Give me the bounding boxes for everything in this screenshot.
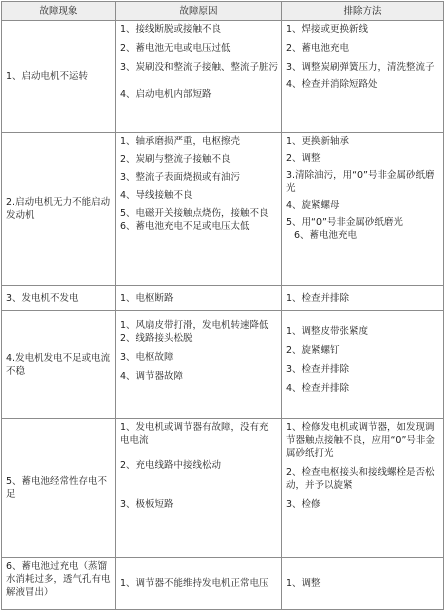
cause-cell: [116, 286, 282, 311]
remedy-item: 2、检查电枢接头和接线螺栓是否松动，并予以旋紧: [286, 467, 435, 492]
cause-item: 3、整流子表面烧损或有油污: [120, 171, 241, 183]
remedy-item: 4、检查并消除短路处: [286, 79, 378, 90]
remedy-item: 1、调整: [286, 578, 321, 590]
cause-item: 2、炭刷与整流子接触不良: [120, 153, 231, 165]
remedy-cell: [282, 311, 444, 419]
cause-item: 1、风扇皮带打滑，发电机转速降低2、线路接头松脱: [120, 320, 269, 345]
remedy-cell: [282, 419, 444, 558]
remedy-cell: [282, 21, 444, 133]
header-row: [2, 2, 444, 21]
cause-item: 5、电磁开关接触点烧伤，接触不良6、蓄电池充电不足或电压太低: [120, 207, 269, 232]
table-row: [2, 419, 444, 558]
cause-cell: [116, 419, 282, 558]
remedy-item: 6、蓄电池充电: [294, 229, 358, 241]
table-row: [2, 132, 444, 285]
cause-item: 1、调节器不能维持发电机正常电压: [120, 578, 269, 590]
symptom-cell: 2.启动电机无力不能启动发动机: [2, 132, 116, 285]
remedy-cell: [282, 132, 444, 285]
remedy-item: 4、检查并排除: [286, 383, 350, 395]
header-symptom: 故障现象: [2, 2, 116, 21]
cause-item: 3、炭刷没和整流子接触、整流子脏污: [120, 62, 279, 73]
symptom-cell: 3、发电机不发电: [2, 286, 116, 311]
cause-cell: [116, 132, 282, 285]
remedy-cell: [282, 286, 444, 311]
remedy-item: 3、调整炭刷弹簧压力，清洗整流子: [286, 62, 435, 73]
cause-item: 2、充电线路中接线松动: [120, 460, 222, 472]
remedy-item: 1、焊接或更换新线: [286, 24, 369, 35]
cause-cell: [116, 21, 282, 133]
remedy-item: 1、更换新轴承: [286, 135, 350, 147]
header-cause: 故障原因: [116, 2, 282, 21]
cause-item: 4、调节器故障: [120, 371, 184, 383]
cause-item: 4、导线接触不良: [120, 189, 193, 201]
table-row: [2, 311, 444, 419]
cause-item: 3、极板短路: [120, 499, 174, 511]
cause-item: 3、电枢故障: [120, 352, 174, 364]
symptom-cell: 6、蓄电池过充电（蒸馏水消耗过多，透气孔有电解液冒出）: [2, 558, 116, 610]
remedy-item: 1、调整皮带张紧度: [286, 326, 369, 338]
cause-item: 1、轴承磨损严重，电枢擦壳: [120, 135, 241, 147]
cause-item: 4、启动电机内部短路: [120, 89, 212, 100]
cause-item: 1、电枢断路: [120, 292, 174, 304]
cause-item: 2、蓄电池无电或电压过低: [120, 43, 231, 54]
remedy-item: 3、检查并排除: [286, 364, 350, 376]
header-remedy: 排除方法: [282, 2, 444, 21]
remedy-item: 2、调整: [286, 152, 321, 164]
cause-item: 1、发电机或调节器有故障，没有充电电流: [120, 422, 269, 447]
remedy-item: 5、用“0”号非金属砂纸磨光: [286, 216, 403, 228]
table-row: [2, 286, 444, 311]
remedy-cell: [282, 558, 444, 610]
table-row: [2, 558, 444, 610]
cause-item: 1、接线断脱或接触不良: [120, 24, 222, 35]
table-row: [2, 21, 444, 133]
cause-cell: [116, 311, 282, 419]
symptom-cell: 4.发电机发电不足或电流不稳: [2, 311, 116, 419]
remedy-item: 4、旋紧螺母: [286, 199, 340, 211]
symptom-cell: 1、启动电机不运转: [2, 21, 116, 133]
fault-diagnosis-table: [1, 1, 444, 610]
remedy-item: 2、旋紧螺钉: [286, 345, 340, 357]
remedy-item: 3、检修: [286, 499, 321, 511]
remedy-item: 1、检查并排除: [286, 292, 350, 304]
cause-cell: [116, 558, 282, 610]
remedy-item: 1、检修发电机或调节器，如发现调节器触点接触不良，应用“0”号非金属砂纸打光: [286, 422, 435, 460]
symptom-cell: 5、蓄电池经常性存电不足: [2, 419, 116, 558]
remedy-item: 3.清除油污，用“0”号非金属砂纸磨光: [286, 169, 435, 194]
remedy-item: 2、蓄电池充电: [286, 43, 350, 54]
